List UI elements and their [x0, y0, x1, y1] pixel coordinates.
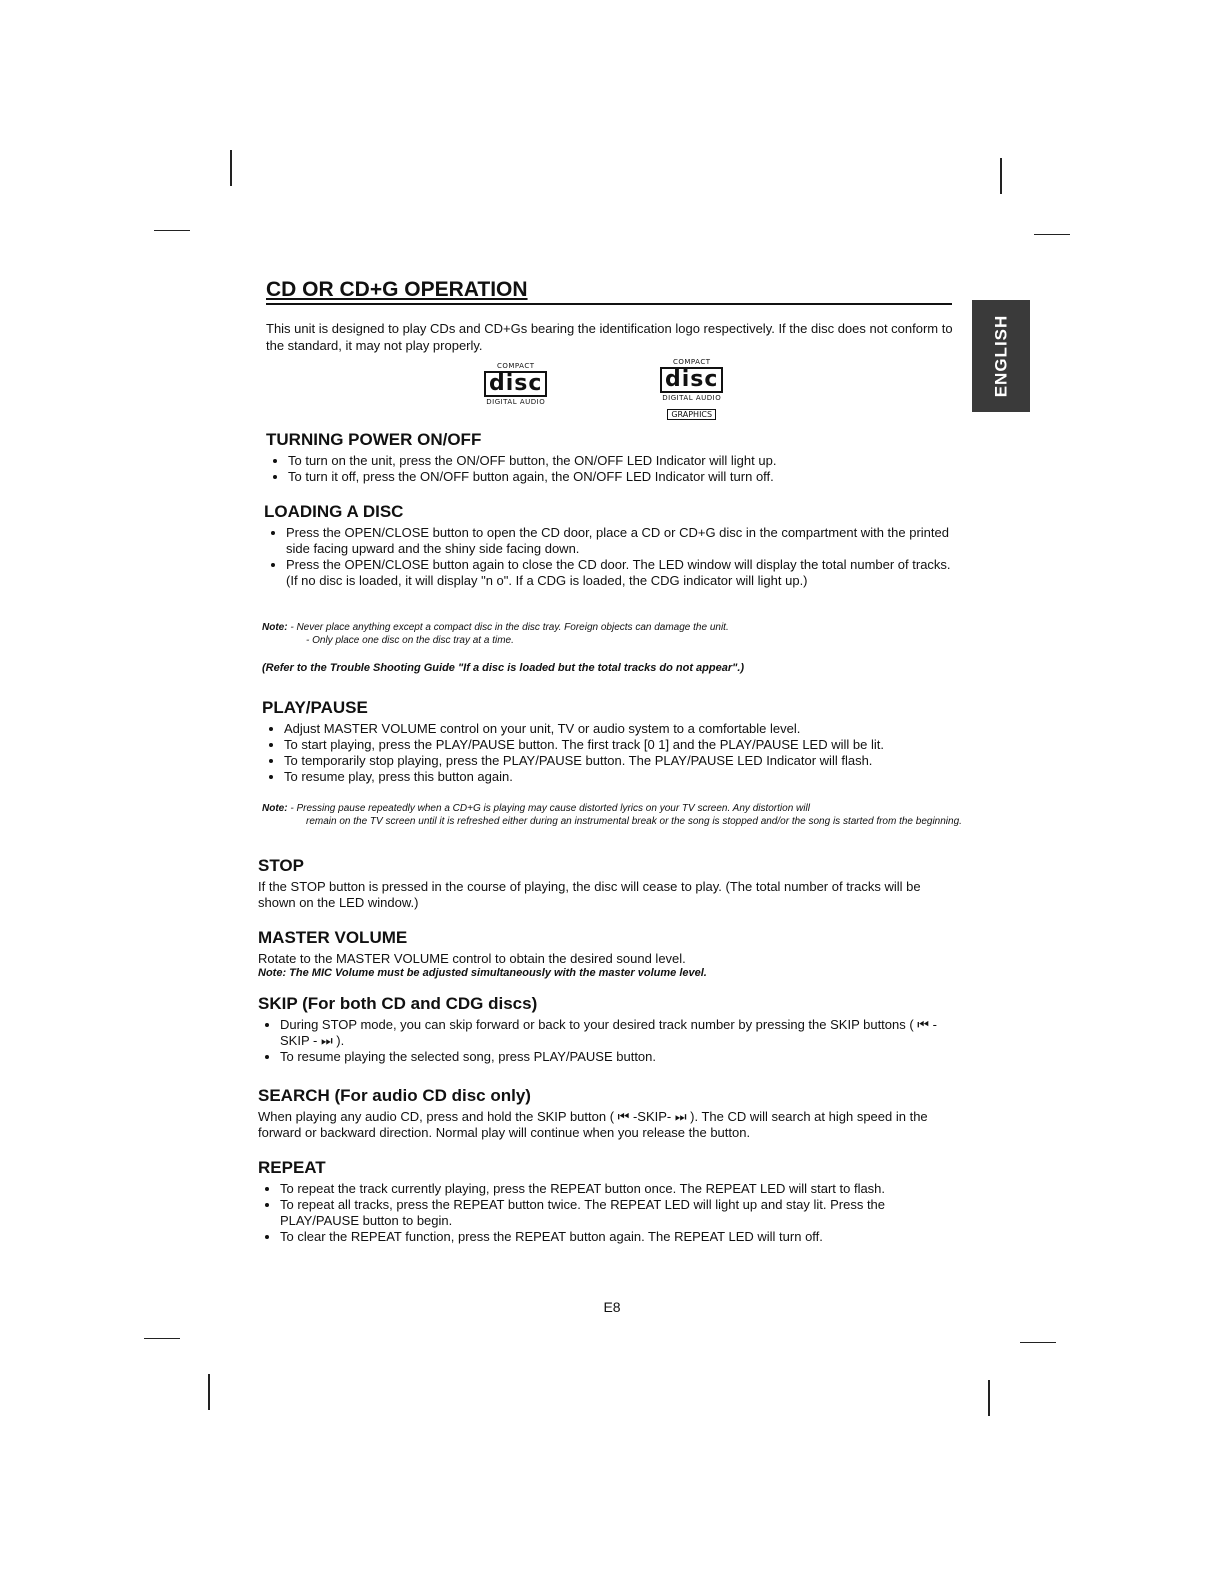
list-item: • Press the OPEN/CLOSE button to open the CD door, place a CD or CD+G disc in the compartment with the printed side facing upward and the shiny side facing down.: [286, 525, 964, 557]
section-stop: [258, 856, 958, 911]
section-heading: PLAY/PAUSE: [262, 698, 368, 717]
list-item: • To resume playing the selected song, press PLAY/PAUSE button.: [280, 1049, 958, 1065]
logo-graphics-text: GRAPHICS: [667, 409, 716, 420]
section-heading: SKIP (For both CD and CDG discs): [258, 994, 538, 1013]
section-heading: TURNING POWER ON/OFF: [266, 430, 482, 449]
list-item: • To temporarily stop playing, press the PLAY/PAUSE button. The PLAY/PAUSE LED Indicator will flash.: [284, 753, 962, 769]
logo-bottom-text: DIGITAL AUDIO: [662, 394, 722, 402]
crop-mark: [230, 150, 232, 186]
crop-mark: [144, 1338, 180, 1339]
language-tab-label: ENGLISH: [991, 314, 1010, 398]
crop-mark: [1000, 158, 1002, 194]
crop-mark: [208, 1374, 210, 1410]
section-repeat: [258, 1158, 958, 1245]
section-master-volume: [258, 928, 958, 979]
section-search: [258, 1086, 958, 1141]
list-item: • To clear the REPEAT function, press the REPEAT button again. The REPEAT LED will turn off.: [280, 1229, 958, 1245]
section-loading: [264, 502, 964, 589]
list-item: • Press the OPEN/CLOSE button again to close the CD door. The LED window will display the total number of tracks. (If no disc is loaded, it will display "n o". If a CDG is loaded, the CDG indicator will light up.): [286, 557, 964, 589]
loading-note: [262, 621, 962, 647]
section-heading: LOADING A DISC: [264, 502, 404, 521]
page-number: E8: [603, 1299, 621, 1315]
compact-disc-logo: [484, 362, 547, 406]
master-note: Note: The MIC Volume must be adjusted simultaneously with the master volume level.: [258, 967, 707, 979]
list-item: • To turn it off, press the ON/OFF button again, the ON/OFF LED Indicator will turn off.: [288, 469, 966, 485]
section-text: Rotate to the MASTER VOLUME control to obtain the desired sound level.: [258, 951, 686, 966]
list-item: • To resume play, press this button again.: [284, 769, 962, 785]
logo-top-text: COMPACT: [496, 362, 535, 370]
compact-disc-graphics-logo: [660, 358, 723, 421]
list-item: • To start playing, press the PLAY/PAUSE button. The first track [0 1] and the PLAY/PAUSE LED will be lit.: [284, 737, 962, 753]
crop-mark: [154, 230, 190, 231]
note-text: - Pressing pause repeatedly when a CD+G is playing may cause distorted lyrics on your TV screen. Any distortion will: [290, 803, 810, 814]
section-play-pause: [262, 698, 962, 785]
note-label: Note:: [262, 622, 288, 633]
logo-top-text: COMPACT: [672, 358, 711, 366]
list-item: • During STOP mode, you can skip forward or back to your desired track number by pressing the SKIP buttons ( ⏮ - SKIP - ⏭ ).: [280, 1017, 958, 1049]
crop-mark: [1034, 234, 1070, 235]
note-label: Note:: [262, 803, 288, 814]
note-text: - Only place one disc on the disc tray at a time.: [306, 635, 514, 646]
refer-note: [262, 662, 962, 674]
language-tab: [972, 300, 1030, 412]
list-item: • To repeat the track currently playing, press the REPEAT button once. The REPEAT LED will start to flash.: [280, 1181, 958, 1197]
section-heading: SEARCH (For audio CD disc only): [258, 1086, 531, 1105]
page-title: CD OR CD+G OPERATION: [266, 278, 528, 301]
logo-disc-text: disc: [484, 371, 547, 397]
logo-bottom-text: DIGITAL AUDIO: [486, 398, 546, 406]
logo-disc-text: disc: [660, 367, 723, 393]
note-text: remain on the TV screen until it is refreshed either during an instrumental break or the song is stopped and/or the song is started from the beginning.: [306, 816, 962, 827]
section-text: When playing any audio CD, press and hold the SKIP button ( ⏮ -SKIP- ⏭ ). The CD will search at high speed in the forward or backward direction. Normal play will continue when you release the button.: [258, 1109, 928, 1140]
title-rule: [266, 303, 952, 305]
section-heading: STOP: [258, 856, 304, 875]
section-heading: REPEAT: [258, 1158, 326, 1177]
list-item: • To turn on the unit, press the ON/OFF button, the ON/OFF LED Indicator will light up.: [288, 453, 966, 469]
section-heading: MASTER VOLUME: [258, 928, 408, 947]
refer-text: (Refer to the Trouble Shooting Guide "If a disc is loaded but the total tracks do not appear".): [262, 662, 745, 674]
section-power: [266, 430, 966, 485]
section-text: If the STOP button is pressed in the course of playing, the disc will cease to play. (The total number of tracks will be shown on the LED window.): [258, 879, 921, 910]
play-note: [262, 802, 962, 828]
intro-text: This unit is designed to play CDs and CD+Gs bearing the identification logo respectively. If the disc does not conform to the standard, it may not play properly.: [266, 321, 953, 353]
crop-mark: [1020, 1342, 1056, 1343]
list-item: • To repeat all tracks, press the REPEAT button twice. The REPEAT LED will light up and stay lit. Press the PLAY/PAUSE button to begin.: [280, 1197, 958, 1229]
crop-mark: [988, 1380, 990, 1416]
section-skip: [258, 994, 958, 1065]
note-text: - Never place anything except a compact disc in the disc tray. Foreign objects can damage the unit.: [290, 622, 729, 633]
list-item: • Adjust MASTER VOLUME control on your unit, TV or audio system to a comfortable level.: [284, 721, 962, 737]
